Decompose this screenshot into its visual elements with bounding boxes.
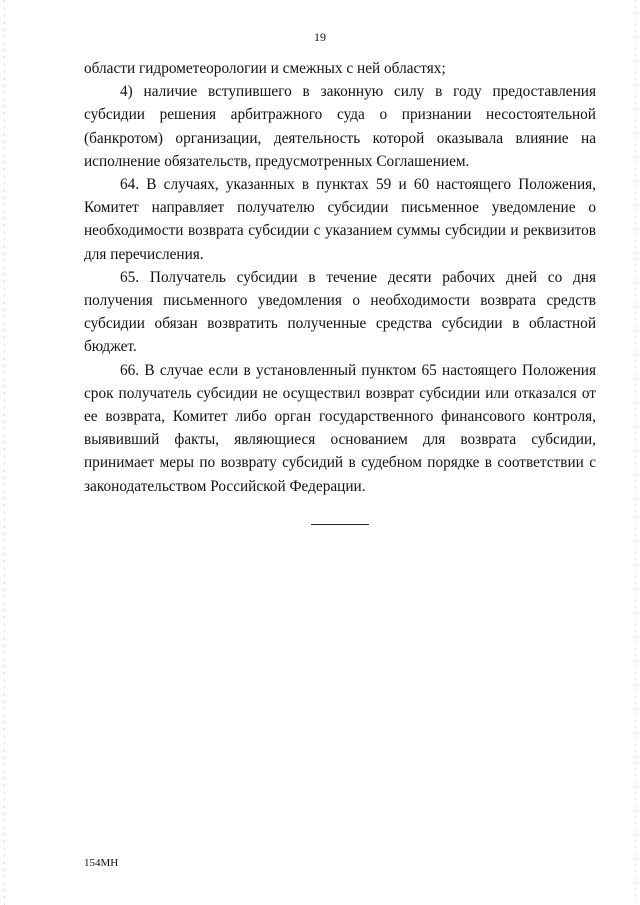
- document-code: 154МН: [84, 857, 119, 869]
- scan-edge-left: [4, 0, 5, 905]
- paragraph-64: 64. В случаях, указанных в пунктах 59 и 60 настоящего Положения, Комитет направляет получателю субсидии письменное уведомление о необходимости возврата субсидии с указанием суммы субсидии и реквизитов для перечисления.: [84, 176, 596, 263]
- document-body: [84, 57, 596, 498]
- scan-edge-right: [635, 0, 636, 905]
- paragraph-65: 65. Получатель субсидии в течение десяти рабочих дней со дня получения письменного уведомления о необходимости возврата средств субсидии обязан возвратить полученные средства субсидии в областной бюджет.: [84, 268, 596, 356]
- paragraph-66: 66. В случае если в установленный пунктом 65 настоящего Положения срок получатель субсидии не осуществил возврат субсидии или отказался от ее возврата, Комитет либо орган государственного финансового контроля, выявивший факты, являющиеся основанием для возврата субсидии, принимает меры по возврату субсидий в судебном порядке в соответствии с законодательством Российской Федерации.: [84, 361, 596, 495]
- page-number: 19: [314, 30, 326, 44]
- paragraph-item-4: 4) наличие вступившего в законную силу в году предоставления субсидии решения арбитражного суда о признании несостоятельной (банкротом) организации, деятельность которой оказывала влияние на исполнение обязательств, предусмотренных Соглашением.: [84, 83, 596, 170]
- end-of-text-rule: [311, 524, 369, 525]
- paragraph-continuation: области гидрометеорологии и смежных с ней областях;: [84, 60, 446, 77]
